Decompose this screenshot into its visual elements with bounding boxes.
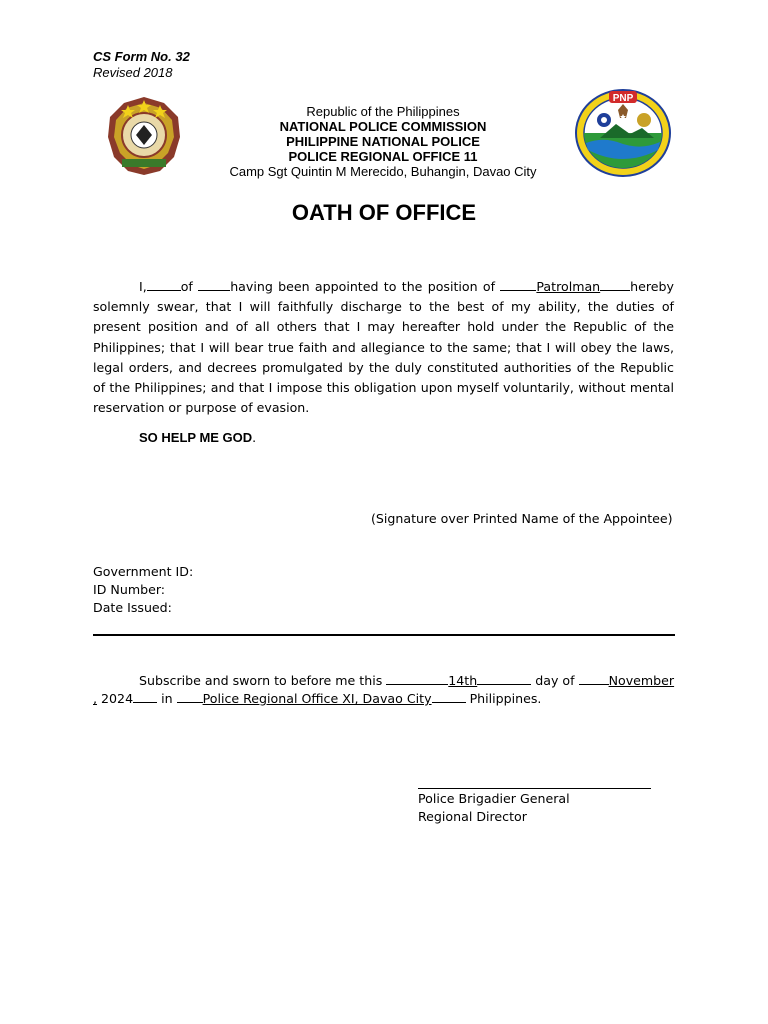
signature-caption: (Signature over Printed Name of the Appointee) <box>371 511 673 526</box>
header-regional-office: POLICE REGIONAL OFFICE 11 <box>288 149 478 164</box>
place-blank-left <box>177 690 203 703</box>
closing-text: SO HELP ME GOD <box>139 430 253 445</box>
day-blank-left <box>386 672 448 685</box>
subscribe-line-1 <box>139 672 675 688</box>
form-number: CS Form No. 32 <box>93 49 190 64</box>
oath-appointed: having been appointed to the position of <box>230 279 496 294</box>
pnp-logo-label: PNP <box>612 93 634 104</box>
address-blank[interactable] <box>198 278 230 291</box>
form-revision: Revised 2018 <box>93 65 173 80</box>
officer-rank: Police Brigadier General <box>418 791 570 806</box>
date-issued-label: Date Issued: <box>93 600 172 615</box>
subscribe-suffix: Philippines. <box>469 691 542 706</box>
officer-position: Regional Director <box>418 809 527 824</box>
subscribe-month[interactable]: November <box>608 673 675 688</box>
id-number-label: ID Number: <box>93 582 166 597</box>
oath-position[interactable]: Patrolman <box>536 279 601 294</box>
document-title: OATH OF OFFICE <box>291 200 477 225</box>
section-divider <box>93 634 675 636</box>
closing-line <box>139 430 256 445</box>
subscribe-day[interactable]: 14th <box>448 673 478 688</box>
subscribe-day-of: day of <box>535 673 575 688</box>
day-blank-right <box>477 672 531 685</box>
header-republic: Republic of the Philippines <box>306 104 460 119</box>
place-blank-right <box>432 690 466 703</box>
government-id-label: Government ID: <box>93 564 194 579</box>
header-address: Camp Sgt Quintin M Merecido, Buhangin, Davao City <box>229 164 537 179</box>
subscribe-line-2 <box>93 690 541 706</box>
oath-body: hereby solemnly swear, that I will faithfully discharge to the best of my ability, the duties of present position and of all others that I may hereafter hold under the Republic of the Philippines; that I will bear true faith and allegiance to the same; that I will obey the laws, legal orders, and decrees promulgated by the duly constituted authorities of the Republic of the Philippines; and that I impose this obligation upon myself voluntarily, without mental reservation or purpose of evasion. <box>93 279 674 416</box>
subscribe-prefix: Subscribe and sworn to before me this <box>139 673 383 688</box>
year-blank <box>133 690 157 703</box>
closing-punct: . <box>252 430 257 445</box>
month-blank-left <box>579 672 609 685</box>
officer-signature-line[interactable] <box>418 788 651 789</box>
position-blank-right <box>600 278 630 291</box>
name-blank[interactable] <box>147 278 181 291</box>
header-commission: NATIONAL POLICE COMMISSION <box>279 119 487 134</box>
pnp-pro11-seal-logo <box>574 88 672 178</box>
oath-start: I, <box>139 279 147 294</box>
subscribe-in: in <box>161 691 173 706</box>
napolcom-seal-logo <box>106 95 182 177</box>
subscribe-comma: , <box>93 691 98 706</box>
oath-paragraph <box>93 277 674 418</box>
subscribe-place[interactable]: Police Regional Office XI, Davao City <box>202 691 432 706</box>
subscribe-year[interactable]: 2024 <box>101 691 134 706</box>
position-blank-left <box>500 278 536 291</box>
oath-of: of <box>180 279 193 294</box>
header-pnp: PHILIPPINE NATIONAL POLICE <box>286 134 480 149</box>
